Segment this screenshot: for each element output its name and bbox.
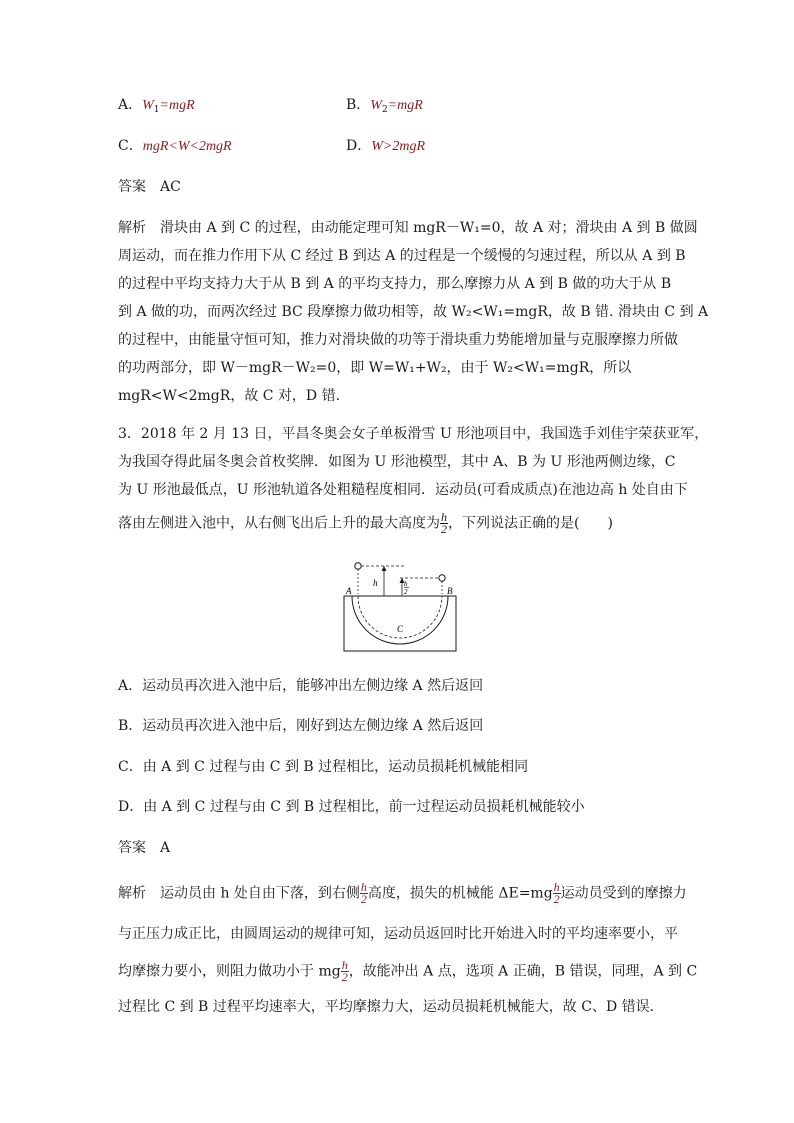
analysis-q3-line-2: 与正压力成正比，由圆周运动的规律可知，运动员返回时比开始进入时的平均速率要小，平 <box>118 926 678 942</box>
analysis-q2-line-4: 到 A 做的功，而两次经过 BC 段摩擦力做功相等，故 W₂<W₁=mgR，故 B 错. 滑块由 C 到 A <box>118 304 709 320</box>
q3-stem-line-2: 为我国夺得此届冬奥会首枚奖牌．如图为 U 形池模型，其中 A、B 为 U 形池两侧边缘，C <box>118 454 676 470</box>
q3-option-c: C．由 A 到 C 过程与由 C 到 B 过程相比，运动员损耗机械能相同 <box>118 759 529 775</box>
fraction-h-over-2: $\frac{h}{2}$ <box>441 510 447 536</box>
athlete-start-circle <box>355 563 361 569</box>
label-h2-den: 2 <box>404 588 408 596</box>
q3-option-d: D．由 A 到 C 过程与由 C 到 B 过程相比，前一过程运动员损耗机械能较小 <box>118 799 585 815</box>
q3-stem-line-4: 落由左侧进入池中，从右侧飞出后上升的最大高度为 $\frac{h}{2}$ ，下列说法正确的是( ) <box>118 510 613 536</box>
label-h2-num: h <box>404 580 408 588</box>
analysis-q2-line-2: 周运动，而在推力作用下从 C 经过 B 到达 A 的过程是一个缓慢的匀速过程，所以从 A 到 B <box>118 248 686 264</box>
q3-stem-line-1: 3．2018 年 2 月 13 日，平昌冬奥会女子单板滑雪 U 形池项目中，我国选手刘佳宇荣获亚军， <box>118 426 709 442</box>
analysis-q2-line-7: mgR<W<2mgR，故 C 对，D 错. <box>118 388 341 404</box>
q3-option-a: A．运动员再次进入池中后，能够冲出左侧边缘 A 然后返回 <box>118 678 484 694</box>
fraction-h-over-2: $\frac{h}{2}$ <box>553 880 560 906</box>
label-c: C <box>397 624 404 634</box>
answer-q2: 答案 AC <box>118 179 181 195</box>
athlete-end-circle <box>439 575 445 581</box>
option-b: B．$W_2=mgR$ <box>346 97 423 115</box>
fraction-h-over-2: $\frac{h}{2}$ <box>341 958 348 984</box>
label-b: B <box>447 586 453 596</box>
u-pool-figure <box>338 556 462 654</box>
fraction-h-over-2: $\frac{h}{2}$ <box>360 880 367 906</box>
label-a: A <box>346 586 352 596</box>
q3-stem-line-3: 为 U 形池最低点，U 形池轨道各处粗糙程度相同．运动员(可看成质点)在池边高 h 处自由下 <box>118 482 688 498</box>
q3-option-b: B．运动员再次进入池中后，刚好到达左侧边缘 A 然后返回 <box>118 718 484 734</box>
analysis-q3-line-1: 解析 运动员由 h 处自由下落，到右侧 $\frac{h}{2}$ 高度，损失的机械能 ΔE=mg $\frac{h}{2}$ 运动员受到的摩擦力 <box>118 880 687 906</box>
analysis-q2-line-5: 的过程中，由能量守恒可知，推力对滑块做的功等于滑块重力势能增加量与克服摩擦力所做 <box>118 332 678 348</box>
option-a: A．$W_1=mgR$ <box>118 97 195 115</box>
answer-q3: 答案 A <box>118 840 171 856</box>
analysis-q3-line-3: 均摩擦力要小，则阻力做功小于 mg $\frac{h}{2}$ ，故能冲出 A 点，选项 A 正确，B 错误，同理，A 到 C <box>118 958 698 984</box>
option-d: D．W>2mgR <box>346 138 426 154</box>
analysis-q3-line-4: 过程比 C 到 B 过程平均速率大，平均摩擦力大，运动员损耗机械能大，故 C、D 错误． <box>118 999 664 1015</box>
option-c: C．mgR<W<2mgR <box>118 138 232 154</box>
analysis-q2-line-1: 解析 滑块由 A 到 C 的过程，由动能定理可知 mgR－W₁=0，故 A 对；滑块由 A 到 B 做圆 <box>118 220 698 236</box>
analysis-q2-line-3: 的过程中平均支持力大于从 B 到 A 的平均支持力，那么摩擦力从 A 到 B 做的功大于从 B <box>118 276 672 292</box>
analysis-q2-line-6: 的功两部分，即 W－mgR－W₂=0，即 W=W₁+W₂，由于 W₂<W₁=mgR，所以 <box>118 360 632 376</box>
label-h: h <box>373 578 378 588</box>
